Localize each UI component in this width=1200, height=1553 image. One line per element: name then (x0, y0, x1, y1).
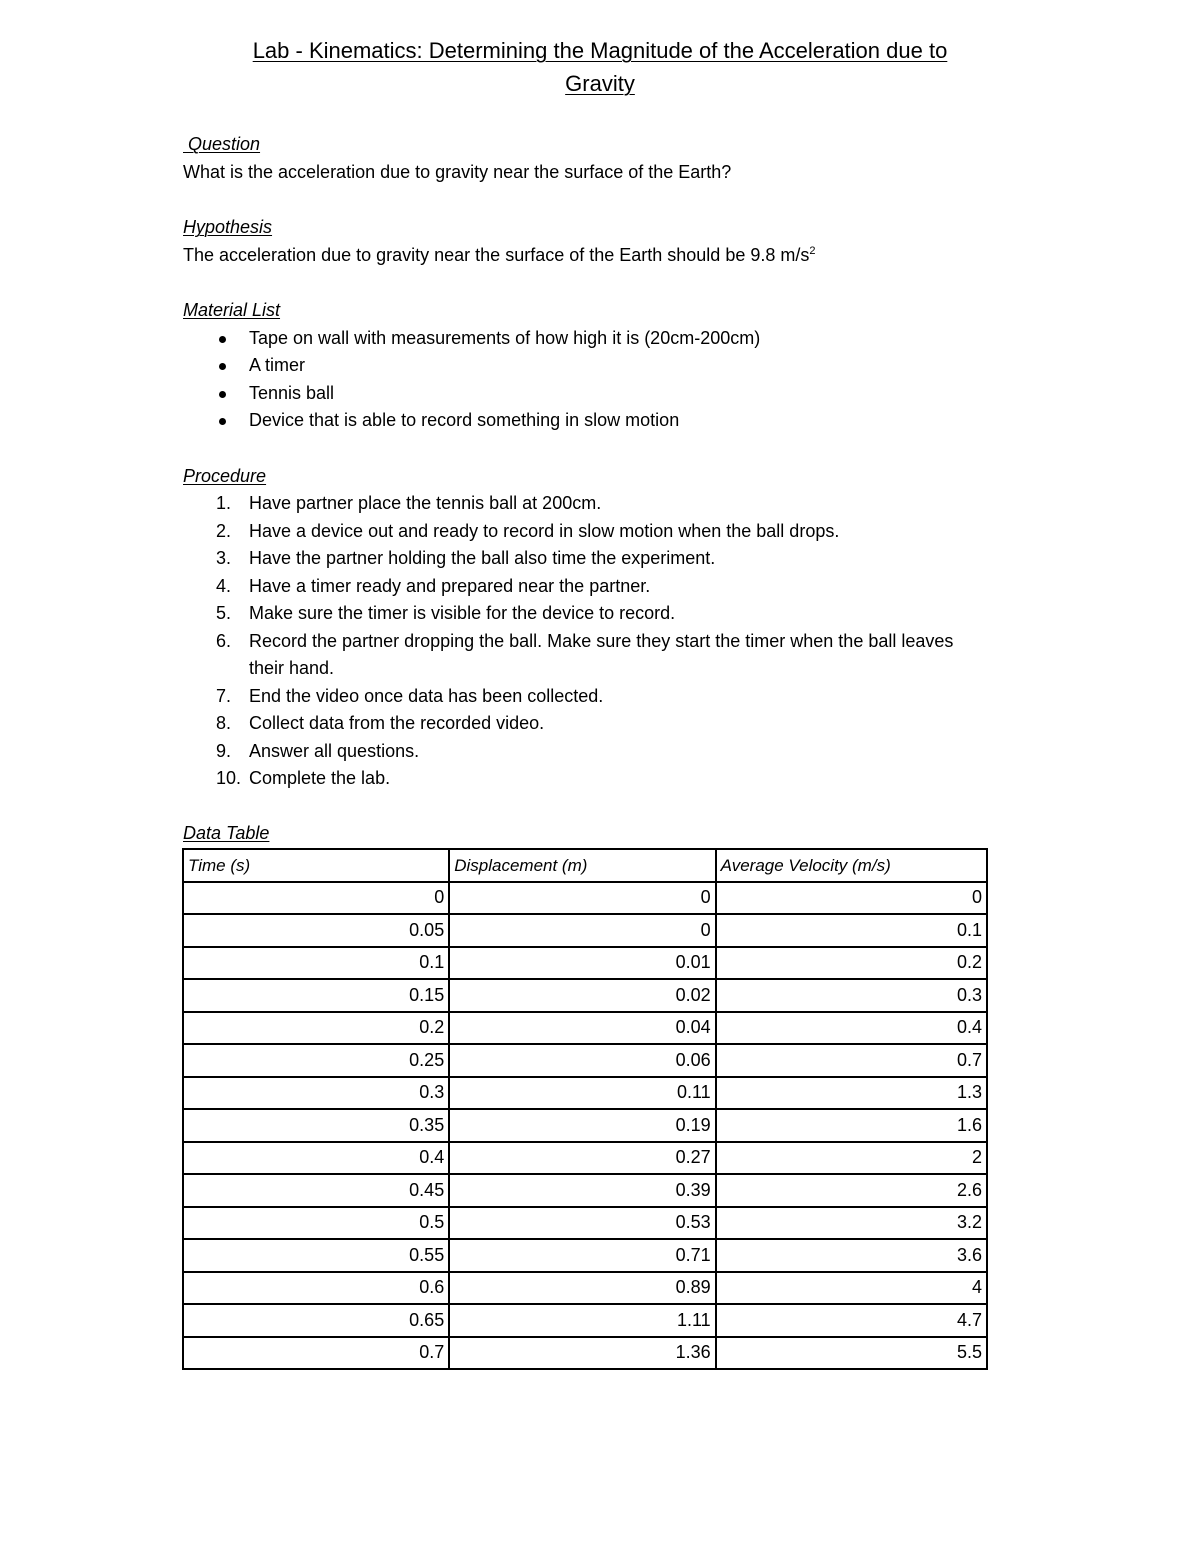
procedure-heading: Procedure (183, 465, 267, 486)
table-cell: 0.27 (449, 1142, 715, 1175)
procedure-step (183, 710, 993, 738)
question-text: What is the acceleration due to gravity near the surface of the Earth? (183, 161, 732, 182)
procedure-step-text: Record the partner dropping the ball. Make sure they start the timer when the ball leaves their hand. (249, 630, 954, 678)
procedure-step (183, 545, 993, 573)
table-cell: 0.2 (716, 947, 987, 980)
bullet-icon (219, 336, 226, 343)
document-body (183, 131, 993, 1370)
table-row (183, 1304, 987, 1337)
procedure-step-number: 6. (216, 630, 232, 651)
table-cell: 5.5 (716, 1337, 987, 1370)
table-cell: 0.4 (183, 1142, 449, 1175)
materials-list (183, 325, 993, 435)
table-row (183, 1337, 987, 1370)
table-cell: 0.2 (183, 1012, 449, 1045)
procedure-step-text: Have partner place the tennis ball at 200cm. (249, 493, 602, 513)
table-cell: 1.3 (716, 1077, 987, 1110)
question-section (183, 131, 993, 186)
table-row (183, 1142, 987, 1175)
table-cell: 0.89 (449, 1272, 715, 1305)
procedure-step-text: Answer all questions. (249, 740, 420, 761)
procedure-step-text: Have a device out and ready to record in slow motion when the ball drops. (249, 520, 840, 541)
procedure-step (183, 573, 993, 601)
table-cell: 0.15 (183, 979, 449, 1012)
table-cell: 0.3 (183, 1077, 449, 1110)
procedure-step (183, 518, 993, 546)
table-cell: 0.6 (183, 1272, 449, 1305)
table-cell: 0.71 (449, 1239, 715, 1272)
table-cell: 0.01 (449, 947, 715, 980)
table-header-row (183, 849, 987, 882)
material-item (183, 325, 993, 353)
table-body (183, 882, 987, 1370)
table-cell: 0 (183, 882, 449, 915)
table-cell: 0.5 (183, 1207, 449, 1240)
table-cell: 0.05 (183, 914, 449, 947)
materials-heading: Material List (183, 300, 281, 320)
procedure-step-text: Have a timer ready and prepared near the partner. (249, 575, 651, 596)
table-column-header: Average Velocity (m/s) (716, 849, 987, 882)
table-cell: 0.1 (183, 947, 449, 980)
procedure-step-number: 2. (216, 520, 232, 541)
procedure-step-text: Make sure the timer is visible for the device to record. (249, 603, 676, 623)
procedure-section (183, 463, 993, 793)
question-heading: Question (183, 134, 261, 154)
table-cell: 0.11 (449, 1077, 715, 1110)
table-cell: 0 (716, 882, 987, 915)
table-cell: 3.2 (716, 1207, 987, 1240)
table-row (183, 947, 987, 980)
procedure-list (183, 490, 993, 793)
materials-section (183, 297, 993, 435)
bullet-icon (219, 363, 226, 370)
material-item (183, 380, 993, 408)
procedure-step (183, 683, 993, 711)
procedure-step-number: 10. (216, 768, 242, 788)
table-cell: 0.25 (183, 1044, 449, 1077)
table-cell: 1.11 (449, 1304, 715, 1337)
table-row (183, 1272, 987, 1305)
material-item-text: Device that is able to record something in slow motion (249, 410, 680, 430)
hypothesis-heading: Hypothesis (183, 217, 273, 237)
table-cell: 0.55 (183, 1239, 449, 1272)
material-item (183, 407, 993, 435)
material-item-text: A timer (249, 355, 306, 375)
procedure-step-number: 1. (216, 493, 232, 513)
title-line-2: Gravity (565, 71, 635, 96)
table-cell: 0.04 (449, 1012, 715, 1045)
table-cell: 0.7 (716, 1044, 987, 1077)
table-cell: 0.06 (449, 1044, 715, 1077)
hypothesis-exponent: 2 (809, 244, 816, 257)
table-cell: 0 (449, 882, 715, 915)
table-cell: 0.02 (449, 979, 715, 1012)
procedure-step (183, 490, 993, 518)
procedure-step (183, 738, 993, 766)
table-cell: 3.6 (716, 1239, 987, 1272)
table-cell: 4 (716, 1272, 987, 1305)
procedure-step (183, 628, 993, 683)
procedure-step-text: Collect data from the recorded video. (249, 713, 545, 733)
table-cell: 0.19 (449, 1109, 715, 1142)
table-cell: 0.3 (716, 979, 987, 1012)
material-item (183, 352, 993, 380)
procedure-step-text: Complete the lab. (249, 768, 391, 788)
bullet-icon (219, 418, 226, 425)
table-row (183, 1239, 987, 1272)
hypothesis-section (183, 214, 993, 269)
procedure-step-text: End the video once data has been collected. (249, 685, 604, 706)
table-cell: 0.39 (449, 1174, 715, 1207)
table-row (183, 914, 987, 947)
procedure-step-number: 4. (216, 575, 232, 596)
table-row (183, 1207, 987, 1240)
procedure-step-number: 7. (216, 685, 232, 706)
table-cell: 0.45 (183, 1174, 449, 1207)
table-cell: 0.65 (183, 1304, 449, 1337)
procedure-step-number: 9. (216, 740, 232, 761)
data-table-heading: Data Table (183, 822, 270, 843)
table-column-header: Displacement (m) (449, 849, 715, 882)
hypothesis-text: The acceleration due to gravity near the surface of the Earth should be 9.8 m/s (183, 244, 810, 265)
table-cell: 4.7 (716, 1304, 987, 1337)
procedure-step-text: Have the partner holding the ball also time the experiment. (249, 548, 716, 568)
procedure-step-number: 8. (216, 713, 232, 733)
material-item-text: Tape on wall with measurements of how high it is (20cm-200cm) (249, 327, 761, 348)
data-table-section (183, 820, 993, 1371)
table-cell: 2.6 (716, 1174, 987, 1207)
material-item-text: Tennis ball (249, 382, 335, 403)
table-column-header: Time (s) (183, 849, 449, 882)
procedure-step-number: 3. (216, 548, 232, 568)
table-cell: 0.7 (183, 1337, 449, 1370)
table-row (183, 1044, 987, 1077)
table-cell: 0.4 (716, 1012, 987, 1045)
table-cell: 1.36 (449, 1337, 715, 1370)
table-row (183, 979, 987, 1012)
procedure-step (183, 600, 993, 628)
table-row (183, 1012, 987, 1045)
table-row (183, 1077, 987, 1110)
table-cell: 0.1 (716, 914, 987, 947)
table-row (183, 1174, 987, 1207)
table-cell: 2 (716, 1142, 987, 1175)
table-row (183, 882, 987, 915)
table-row (183, 1109, 987, 1142)
procedure-step (183, 765, 993, 793)
table-cell: 0.53 (449, 1207, 715, 1240)
data-table (182, 848, 988, 1370)
hypothesis-paragraph (183, 242, 993, 270)
bullet-icon (219, 391, 226, 398)
title-line-1: Lab - Kinematics: Determining the Magnitude of the Acceleration due to (252, 38, 948, 63)
table-cell: 0.35 (183, 1109, 449, 1142)
procedure-step-number: 5. (216, 603, 232, 623)
page-title (150, 34, 1050, 100)
table-cell: 0 (449, 914, 715, 947)
table-cell: 1.6 (716, 1109, 987, 1142)
